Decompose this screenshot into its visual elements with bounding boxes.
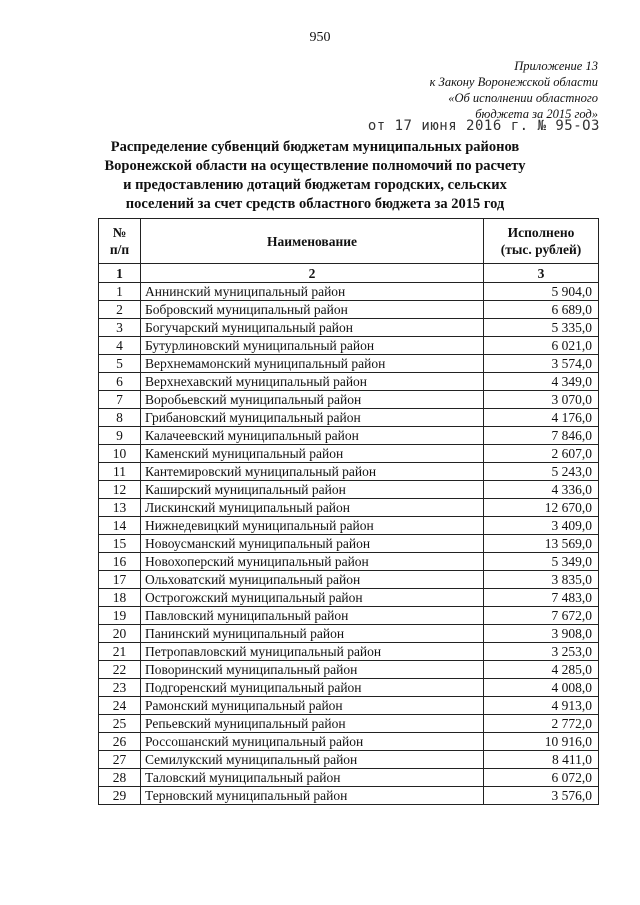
table-row [99, 337, 599, 355]
row-number: 29 [99, 787, 141, 805]
column-numbers-row [99, 264, 599, 283]
row-number: 22 [99, 661, 141, 679]
district-name: Верхнемамонский муниципальный район [141, 355, 484, 373]
table-row [99, 319, 599, 337]
row-number: 11 [99, 463, 141, 481]
district-name: Каширский муниципальный район [141, 481, 484, 499]
district-name: Репьевский муниципальный район [141, 715, 484, 733]
executed-amount: 2 607,0 [484, 445, 599, 463]
district-name: Новохоперский муниципальный район [141, 553, 484, 571]
table-row [99, 409, 599, 427]
district-name: Верхнехавский муниципальный район [141, 373, 484, 391]
executed-amount: 3 908,0 [484, 625, 599, 643]
row-number: 1 [99, 283, 141, 301]
table-row [99, 661, 599, 679]
column-number: 1 [99, 264, 141, 283]
executed-amount: 3 576,0 [484, 787, 599, 805]
table-row [99, 391, 599, 409]
table-row [99, 373, 599, 391]
appendix-line: «Об исполнении областного [448, 91, 598, 105]
appendix-line: к Закону Воронежской области [429, 75, 598, 89]
executed-amount: 5 243,0 [484, 463, 599, 481]
district-name: Панинский муниципальный район [141, 625, 484, 643]
appendix-line: бюджета за 2015 год» [475, 107, 598, 121]
district-name: Таловский муниципальный район [141, 769, 484, 787]
header-number-line2: п/п [109, 242, 130, 257]
row-number: 9 [99, 427, 141, 445]
table-row [99, 571, 599, 589]
district-name: Бобровский муниципальный район [141, 301, 484, 319]
executed-amount: 13 569,0 [484, 535, 599, 553]
executed-amount: 6 021,0 [484, 337, 599, 355]
table-row [99, 553, 599, 571]
column-number: 2 [141, 264, 484, 283]
executed-amount: 10 916,0 [484, 733, 599, 751]
district-name: Павловский муниципальный район [141, 607, 484, 625]
table-row [99, 283, 599, 301]
table-row [99, 715, 599, 733]
table-row [99, 643, 599, 661]
table-row [99, 427, 599, 445]
table-row [99, 589, 599, 607]
table-row [99, 517, 599, 535]
executed-amount: 12 670,0 [484, 499, 599, 517]
row-number: 3 [99, 319, 141, 337]
column-number: 3 [484, 264, 599, 283]
executed-amount: 7 672,0 [484, 607, 599, 625]
document-title: Распределение субвенций бюджетам муниципальных районов Воронежской области на осуществление полномочий по расчету и предоставлению дотаций бюджетам городских, сельских поселений за счет средств областного бюджета за 2015 год [104, 139, 526, 212]
district-name: Воробьевский муниципальный район [141, 391, 484, 409]
executed-amount: 3 070,0 [484, 391, 599, 409]
table-row [99, 355, 599, 373]
executed-amount: 7 483,0 [484, 589, 599, 607]
row-number: 28 [99, 769, 141, 787]
district-name: Поворинский муниципальный район [141, 661, 484, 679]
executed-amount: 4 336,0 [484, 481, 599, 499]
executed-amount: 7 846,0 [484, 427, 599, 445]
district-name: Кантемировский муниципальный район [141, 463, 484, 481]
district-name: Терновский муниципальный район [141, 787, 484, 805]
district-name: Подгоренский муниципальный район [141, 679, 484, 697]
table-row [99, 733, 599, 751]
row-number: 7 [99, 391, 141, 409]
executed-amount: 3 409,0 [484, 517, 599, 535]
row-number: 24 [99, 697, 141, 715]
executed-amount: 4 285,0 [484, 661, 599, 679]
row-number: 25 [99, 715, 141, 733]
executed-amount: 3 835,0 [484, 571, 599, 589]
district-name: Нижнедевицкий муниципальный район [141, 517, 484, 535]
row-number: 15 [99, 535, 141, 553]
decree-stamp: от 17 июня 2016 г. № 95-ОЗ [367, 118, 600, 134]
executed-amount: 4 913,0 [484, 697, 599, 715]
row-number: 16 [99, 553, 141, 571]
row-number: 12 [99, 481, 141, 499]
table-body [99, 283, 599, 805]
executed-amount: 3 253,0 [484, 643, 599, 661]
row-number: 23 [99, 679, 141, 697]
table-row [99, 607, 599, 625]
executed-amount: 3 574,0 [484, 355, 599, 373]
table-row [99, 625, 599, 643]
district-name: Петропавловский муниципальный район [141, 643, 484, 661]
row-number: 13 [99, 499, 141, 517]
header-number-line1: № [112, 225, 127, 240]
table-row [99, 481, 599, 499]
row-number: 20 [99, 625, 141, 643]
district-name: Ольховатский муниципальный район [141, 571, 484, 589]
row-number: 8 [99, 409, 141, 427]
header-name: Наименование [141, 219, 484, 264]
district-name: Аннинский муниципальный район [141, 283, 484, 301]
executed-amount: 4 008,0 [484, 679, 599, 697]
table-row [99, 445, 599, 463]
executed-amount: 4 349,0 [484, 373, 599, 391]
page-number: 950 [309, 30, 331, 45]
row-number: 19 [99, 607, 141, 625]
table-row [99, 679, 599, 697]
district-name: Рамонский муниципальный район [141, 697, 484, 715]
district-name: Каменский муниципальный район [141, 445, 484, 463]
district-name: Новоусманский муниципальный район [141, 535, 484, 553]
row-number: 6 [99, 373, 141, 391]
table-row [99, 535, 599, 553]
row-number: 26 [99, 733, 141, 751]
executed-amount: 5 904,0 [484, 283, 599, 301]
district-name: Россошанский муниципальный район [141, 733, 484, 751]
district-name: Грибановский муниципальный район [141, 409, 484, 427]
district-name: Острогожский муниципальный район [141, 589, 484, 607]
table-row [99, 769, 599, 787]
table-row [99, 463, 599, 481]
district-name: Калачеевский муниципальный район [141, 427, 484, 445]
row-number: 14 [99, 517, 141, 535]
district-name: Лискинский муниципальный район [141, 499, 484, 517]
row-number: 18 [99, 589, 141, 607]
executed-amount: 5 349,0 [484, 553, 599, 571]
executed-amount: 8 411,0 [484, 751, 599, 769]
appendix-block [430, 58, 598, 122]
table-row [99, 301, 599, 319]
row-number: 10 [99, 445, 141, 463]
row-number: 4 [99, 337, 141, 355]
subventions-table [98, 218, 599, 805]
table-row [99, 751, 599, 769]
row-number: 5 [99, 355, 141, 373]
executed-amount: 4 176,0 [484, 409, 599, 427]
header-value-line2: (тыс. рублей) [500, 242, 582, 257]
header-number [99, 219, 141, 264]
district-name: Богучарский муниципальный район [141, 319, 484, 337]
header-value-line1: Исполнено [507, 225, 575, 240]
executed-amount: 6 689,0 [484, 301, 599, 319]
table-header-row [99, 219, 599, 264]
executed-amount: 2 772,0 [484, 715, 599, 733]
row-number: 2 [99, 301, 141, 319]
executed-amount: 5 335,0 [484, 319, 599, 337]
district-name: Семилукский муниципальный район [141, 751, 484, 769]
executed-amount: 6 072,0 [484, 769, 599, 787]
header-value [484, 219, 599, 264]
row-number: 17 [99, 571, 141, 589]
row-number: 21 [99, 643, 141, 661]
table-row [99, 787, 599, 805]
appendix-line: Приложение 13 [514, 59, 598, 73]
district-name: Бутурлиновский муниципальный район [141, 337, 484, 355]
table-row [99, 499, 599, 517]
row-number: 27 [99, 751, 141, 769]
table-row [99, 697, 599, 715]
